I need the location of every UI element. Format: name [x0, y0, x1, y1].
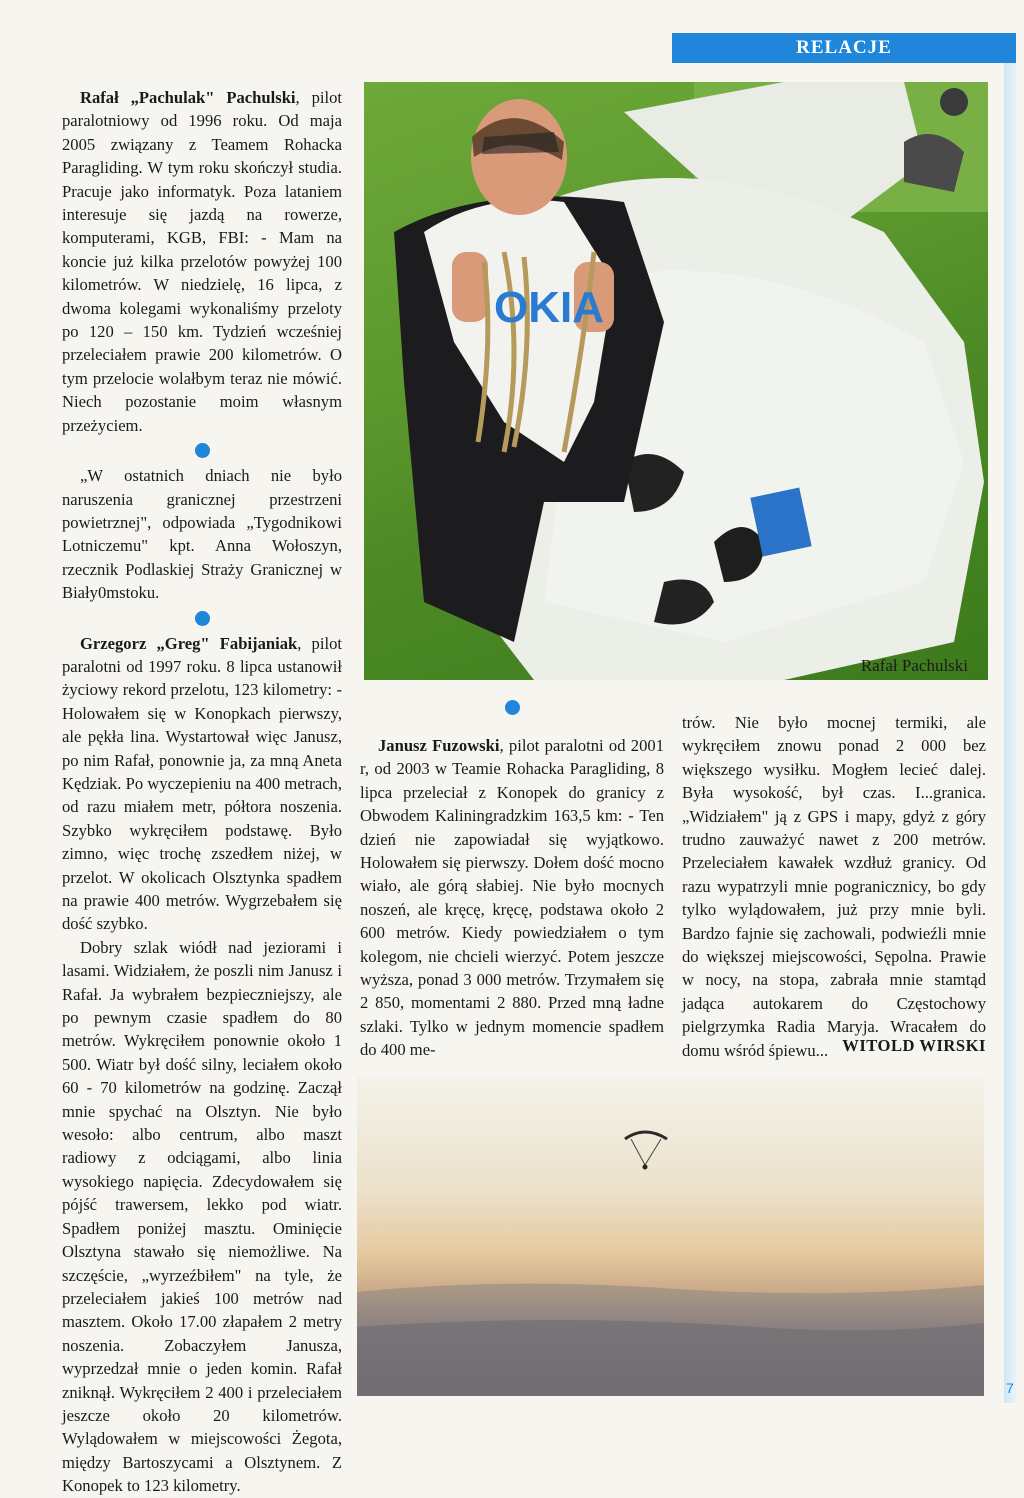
bullet-separator	[195, 611, 210, 626]
paragraph-fuzowski: Janusz Fuzowski, pilot paralotni od 2001 r, od 2003 w Teamie Rohacka Paragliding, 8 lipca przeleciał z Konopek do granicy z Obwodem Kaliningradzkim 163,5 km: - Ten dzień nie zapowiadał się wyjątkowo. Holowałem się pierwszy. Dołem dość mocno wiało, ale górą słabiej. Nie było mocnych noszeń, ale kręcę, kręcę, podstawa około 2 600 metrów. Kiedy powiedziałem o tym kolegom, nie chcieli wierzyć. Potem jeszcze wyższa, ponad 3 000 metrów. Trzymałem się 2 850, momentami 2 880. Przed mną ładne szlaki. Tylko w jednym momencie spadłem do 400 me-	[360, 736, 664, 1060]
bullet-separator	[505, 700, 520, 715]
paragraph-fabijaniak: Grzegorz „Greg" Fabijaniak, pilot paralotni od 1997 roku. 8 lipca ustanowił życiowy rekord przelotu, 123 kilometry: - Holowałem się w Konopkach pierwszy, ale pękła lina. Wystartował więc Janusz, po nim Rafał, ponownie ja, za mną Aneta Kędziak. Po wyczepieniu na 400 metrach, od razu miałem metr, półtora noszenia. Szybko wykręciłem podstawę. Było zimno, więc trochę zszedłem niżej, w przelot. W okolicach Olsztynka spadłem na prawie 400 metrów. Wygrzebałem się dość szybko.	[62, 633, 342, 934]
paragraph-flight-story: Dobry szlak wiódł nad jeziorami i lasami. Widziałem, że poszli nim Janusz i Rafał. Ja wybrałem bezpieczniejszy, ale po pewnym czasie spadłem do 80 metrów. Wykręciłem ponownie około 1 500. Wiatr był dość silny, leciałem około 60 - 70 kilometrów na godzinę. Zaczął mnie spychać na Olsztyn. Nie było wesoło: albo centrum, albo maszt radiowy z odciągami, albo linia wysokiego napięcia. Zdecydowałem się pójść trawersem, lekko pod wiatr. Spadłem poniżej masztu. Ominięcie Olsztyna stawało się niemożliwe. Na szczęście, „wyrzeźbiłem" na tyle, że przeleciałem jakieś 100 metrów nad masztem. Około 17.00 złapałem 2 metry noszenia. Zobaczyłem Janusza, wyprzedzał mnie o jeden komin. Rafał zniknął. Wykręciłem 2 400 i przeleciałem jeszcze około 20 kilometrów. Wylądowałem w miejscowości Żegota, między Bartoszycami a Olsztynem. Z Konopek to 123 kilometry.	[62, 937, 342, 1496]
photo-illustration	[364, 82, 988, 680]
page-number: 7	[1006, 1380, 1014, 1396]
person-name: Rafał „Pachulak" Pachulski	[80, 88, 296, 107]
column-1	[62, 86, 342, 1498]
photo-illustration	[357, 1077, 984, 1396]
photo-caption: Rafał Pachulski	[860, 656, 968, 675]
photo-paraglider-above-clouds	[357, 1077, 984, 1396]
column-2	[360, 734, 664, 1062]
paraglider-wing	[625, 1132, 667, 1139]
photo-pilot-with-paraglider	[364, 82, 988, 680]
page-edge-stripe	[1004, 63, 1016, 1403]
paragraph-pachulski: Rafał „Pachulak" Pachulski, pilot paralotniowy od 1996 roku. Od maja 2005 związany z Teamem Rohacka Paragliding. W tym roku skończył studia. Pracuje jako informatyk. Poza lataniem interesuje się jazdą na rowerze, komputerami, KGB, FBI: - Mam na koncie już kilka przelotów powyżej 100 kilometrów. W niedzielę, 16 lipca, z dwoma kolegami wykonaliśmy przeloty po 120 – 150 km. Tydzień wcześniej przeleciałem prawie 200 kilometrów. O tym przelocie wolałbym teraz nie mówić. Niech pozostanie moim własnym przeżyciem.	[62, 88, 342, 435]
paragraph-continued: trów. Nie było mocnej termiki, ale wykręciłem znowu ponad 2 000 bez większego wysiłku. Mogłem lecieć dalej. Była wysokość, był czas. I...granica. „Widziałem" ją z GPS i mapy, gdyż z góry trudno zauważyć nawet z 200 metrów. Przeleciałem kawałek wzdłuż granicy. Od razu wypatrzyli mnie pogranicznicy, bo gdy tylko wylądowałem, już przy mnie byli. Bardzo fajnie się zachowali, podwieźli mnie do większej miejscowości, Sępolna. Prawie w nocy, na stopa, zabrała mnie stamtąd jadąca autokarem do Częstochowy pielgrzymka Radia Maryja. Wracałem do domu wśród śpiewu...	[682, 713, 986, 1060]
shirt-logo-text: OKIA	[494, 283, 604, 332]
paragraph-quote: „W ostatnich dniach nie było naruszenia granicznej przestrzeni powietrznej", odpowiada „Tygodnikowi Lotniczemu" kpt. Anna Wołoszyn, rzecznik Podlaskiej Straży Granicznej w Biały0mstoku.	[62, 466, 342, 603]
person-name: Janusz Fuzowski	[378, 736, 500, 755]
article-author: WITOLD WIRSKI	[842, 1036, 986, 1055]
person-name: Grzegorz „Greg" Fabijaniak	[80, 633, 298, 653]
section-header: RELACJE	[672, 33, 1016, 63]
column-3	[682, 711, 986, 1062]
bullet-separator	[195, 443, 210, 458]
